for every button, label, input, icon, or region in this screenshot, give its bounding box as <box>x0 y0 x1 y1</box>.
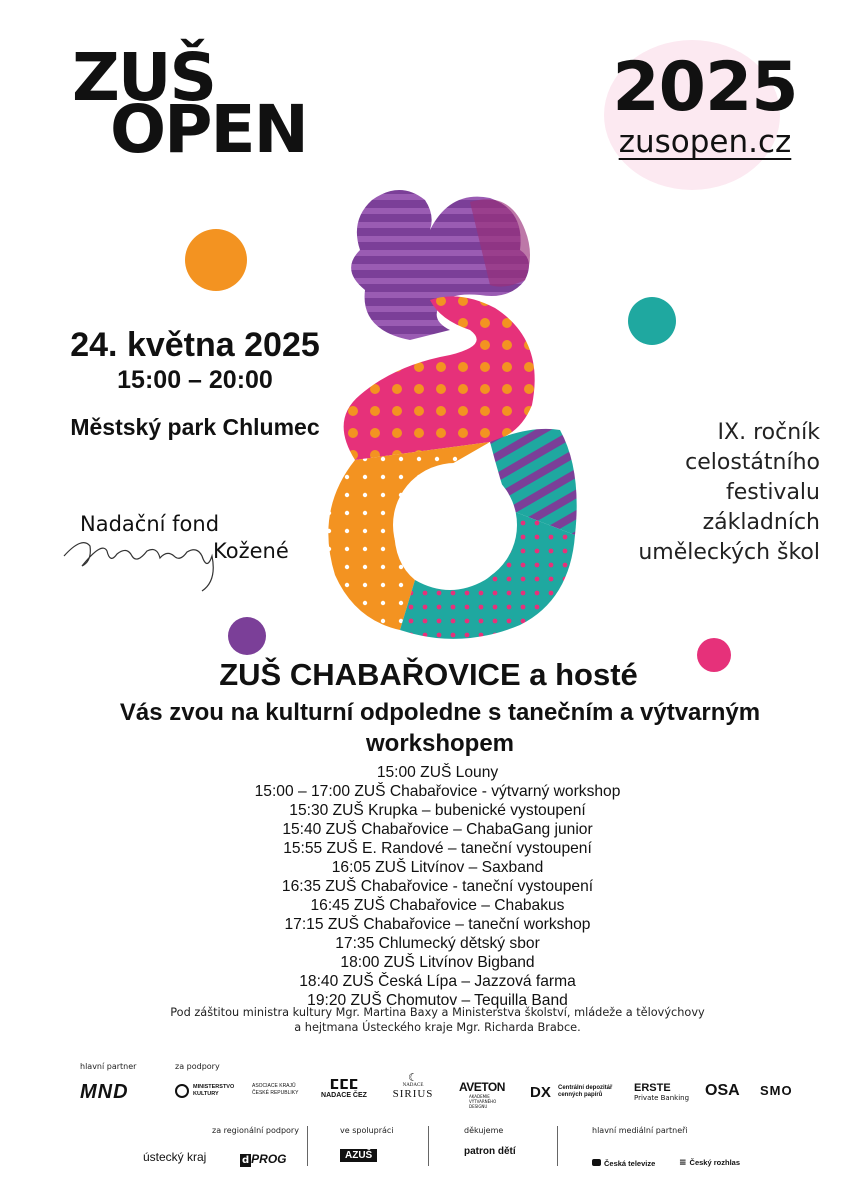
program-list <box>150 763 725 1010</box>
sponsor-ustecky-kraj: ústecký kraj <box>143 1150 207 1164</box>
media-partners-label: hlavní mediální partneři <box>592 1126 688 1135</box>
cdcp-logo-icon: DX <box>530 1084 551 1101</box>
sponsor-osa: OSA <box>705 1082 740 1099</box>
sponsor-ministry-label: MINISTERSTVO KULTURY <box>193 1084 235 1097</box>
zus-open-logo <box>72 39 307 168</box>
program-item: 16:45 ZUŠ Chabařovice – Chabakus <box>310 897 565 914</box>
sponsor-cdcp-label: Centrální depozitář cenných papírů <box>558 1085 613 1098</box>
logo-line-2: OPEN <box>110 91 307 168</box>
program-item: 17:35 Chlumecký dětský sbor <box>335 935 540 952</box>
decor-teal-dot <box>628 297 676 345</box>
sponsor-aveton <box>459 1080 519 1109</box>
sponsor-cez <box>320 1078 368 1099</box>
sponsor-erste-label: ERSTE <box>634 1082 671 1094</box>
subheadline: Vás zvou na kulturní odpoledne s tanečním a výtvarným workshopem <box>119 699 761 757</box>
zus-graphic-illustration <box>320 180 590 660</box>
program-item: 15:00 – 17:00 ZUŠ Chabařovice - výtvarný workshop <box>254 783 621 800</box>
program-item: 16:05 ZUŠ Litvínov – Saxband <box>331 859 544 876</box>
program-item: 15:40 ZUŠ Chabařovice – ChabaGang junior <box>282 821 593 838</box>
program-item: 19:20 ZUŠ Chomutov – Tequilla Band <box>307 992 568 1009</box>
sponsor-cesky-rozhlas <box>679 1150 740 1169</box>
sponsor-ct-label: Česká televize <box>604 1159 656 1168</box>
cro-logo-icon: ≡ <box>679 1158 687 1168</box>
event-place: Městský park Chlumec <box>70 414 320 440</box>
sponsor-sirius <box>388 1072 438 1100</box>
event-time: 15:00 – 20:00 <box>117 366 273 394</box>
sponsor-aveton-label: AVETON <box>459 1080 505 1094</box>
website-link[interactable]: zusopen.cz <box>618 124 792 160</box>
sponsor-prog <box>240 1148 287 1167</box>
sponsor-azus: AZUŠ <box>340 1149 377 1162</box>
festival-info-line: festivalu <box>725 480 820 505</box>
logo-line-1: ZUŠ <box>72 39 215 116</box>
patronage-line: Pod záštitou ministra kultury Mgr. Martina Baxy a Ministerstva školství, mládeže a tělovýchovy <box>170 1006 705 1019</box>
sponsor-divider <box>428 1126 429 1166</box>
sponsor-patron-deti: patron dětí <box>464 1146 516 1157</box>
sponsor-cro-label: Český rozhlas <box>689 1158 740 1167</box>
program-item: 18:00 ZUŠ Litvínov Bigband <box>340 954 535 971</box>
sponsor-erste-sub: Private Banking <box>634 1094 690 1102</box>
graphic-center-hole <box>393 463 517 587</box>
festival-info-line: IX. ročník <box>717 420 820 445</box>
sponsor-aveton-sub: AKADEMIE VÝTVARNÉHO DESIGNU <box>469 1094 497 1109</box>
patronage-line: a hejtmana Ústeckého kraje Mgr. Richarda Brabce. <box>294 1021 581 1034</box>
sponsor-sirius-label: SIRIUS <box>392 1088 434 1100</box>
festival-info-line: základních <box>702 510 820 535</box>
program-item: 16:35 ZUŠ Chabařovice - taneční vystoupení <box>281 878 594 895</box>
festival-info-line: celostátního <box>685 450 820 475</box>
cez-emblem-icon: ⵎⵎⵎ <box>329 1077 359 1093</box>
support-label: za podpory <box>175 1062 220 1071</box>
ministry-emblem-icon <box>175 1084 189 1098</box>
prog-logo-icon: d <box>242 1155 250 1166</box>
foundation-name-line-2: Kožené <box>213 539 289 563</box>
sponsor-smo: SMO <box>760 1083 793 1098</box>
sponsor-divider <box>557 1126 558 1166</box>
decor-purple-dot <box>228 617 266 655</box>
sponsor-divider <box>307 1126 308 1166</box>
sponsor-prog-label: PROG <box>251 1152 287 1166</box>
sponsor-sirius-top: NADACE <box>402 1083 424 1088</box>
graphic-middle-part <box>344 296 535 460</box>
foundation-signature <box>62 516 222 596</box>
sirius-moon-icon: ☾ <box>408 1071 418 1084</box>
cooperation-label: ve spolupráci <box>340 1126 394 1135</box>
festival-info-line: uměleckých škol <box>638 540 820 565</box>
sponsor-association: ASOCIACE KRAJŮ ČESKÉ REPUBLIKY <box>252 1083 299 1096</box>
festival-info <box>590 418 820 568</box>
program-item: 15:55 ZUŠ E. Randové – taneční vystoupení <box>283 840 592 857</box>
program-item: 17:15 ZUŠ Chabařovice – taneční workshop <box>284 916 591 933</box>
foundation-name-line-1: Nadační fond <box>80 512 220 536</box>
main-partner-label: hlavní partner <box>80 1062 137 1071</box>
ct-logo-icon <box>592 1159 601 1166</box>
program-item: 15:30 ZUŠ Krupka – bubenické vystoupení <box>289 802 586 819</box>
decor-orange-dot <box>185 229 247 291</box>
sponsor-ceska-televize <box>592 1151 655 1170</box>
headline: ZUŠ CHABAŘOVICE a hosté <box>219 657 638 692</box>
sponsor-erste <box>634 1082 694 1102</box>
thanks-label: děkujeme <box>464 1126 504 1135</box>
regional-support-label: za regionální podpory <box>212 1126 299 1135</box>
event-date: 24. května 2025 <box>70 326 320 364</box>
program-item: 18:40 ZUŠ Česká Lípa – Jazzová farma <box>299 973 576 990</box>
festival-year: 2025 <box>612 48 798 127</box>
sponsor-mnd: MND <box>80 1081 129 1103</box>
sponsor-cez-label: NADACE ČEZ <box>321 1092 367 1099</box>
patronage-note <box>100 1005 775 1035</box>
program-item: 15:00 ZUŠ Louny <box>376 764 499 781</box>
